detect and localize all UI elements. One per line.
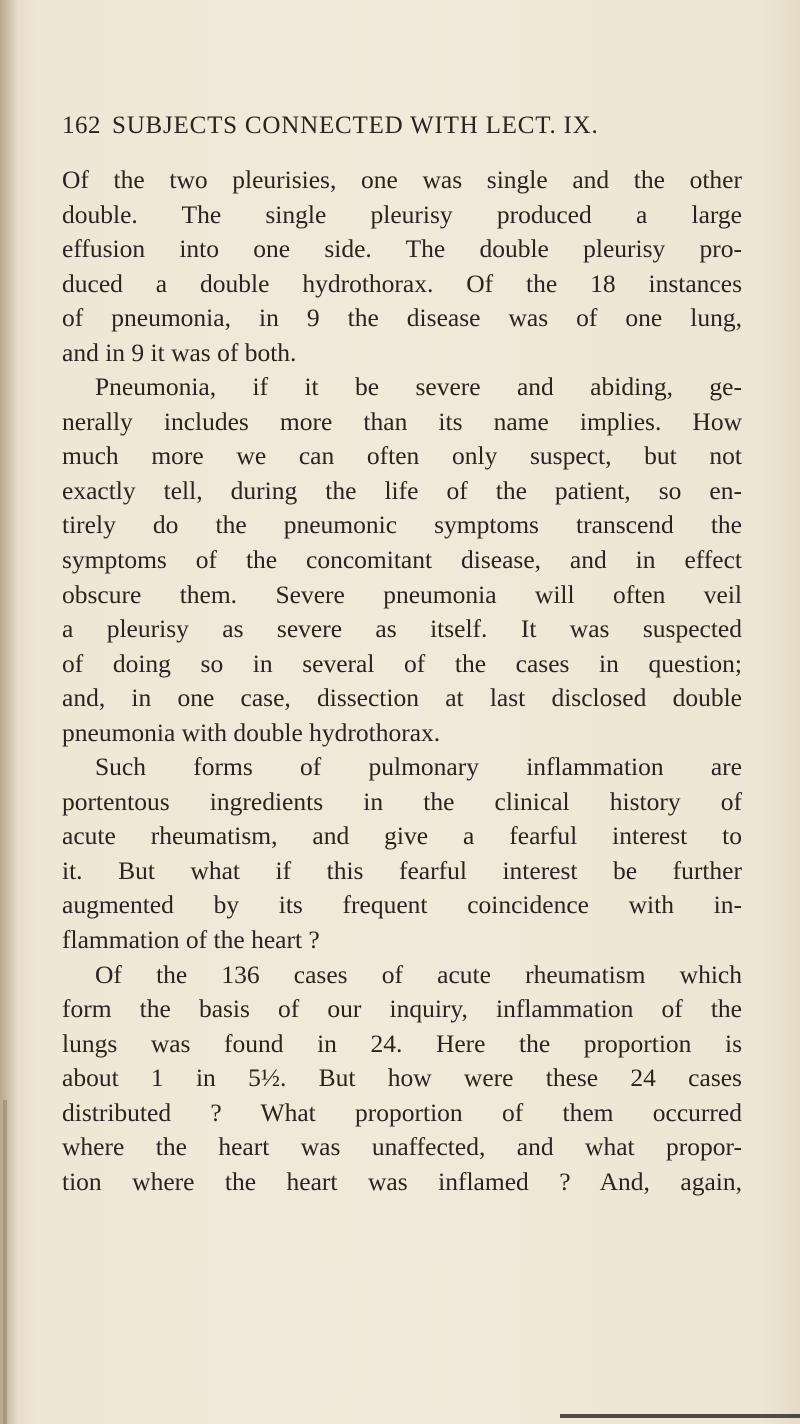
text-line: and, in one case, dissection at last disclosed double <box>62 683 742 713</box>
text-line: exactly tell, during the life of the patient, so en- <box>62 475 742 505</box>
body-text <box>62 163 742 1199</box>
text-line: a pleurisy as severe as itself. It was suspected <box>62 614 742 644</box>
text-line: and in 9 it was of both. <box>62 337 297 367</box>
text-line: where the heart was unaffected, and what propor- <box>62 1132 742 1162</box>
page-header <box>62 112 742 148</box>
text-line: lungs was found in 24. Here the proportion is <box>62 1028 742 1058</box>
text-line: flammation of the heart ? <box>62 925 320 955</box>
text-line: Of the two pleurisies, one was single and the other <box>62 165 742 194</box>
page-edge-rule <box>560 1414 800 1418</box>
text-line: pneumonia with double hydrothorax. <box>62 717 441 747</box>
text-line: form the basis of our inquiry, inflammation of the <box>62 994 742 1024</box>
text-line: of doing so in several of the cases in question; <box>62 648 742 678</box>
text-line: it. But what if this fearful interest be further <box>62 855 742 885</box>
text-line: tirely do the pneumonic symptoms transcend the <box>62 510 742 540</box>
text-line: duced a double hydrothorax. Of the 18 instances <box>62 268 742 298</box>
text-line: double. The single pleurisy produced a large <box>62 199 742 229</box>
text-line: much more we can often only suspect, but not <box>62 441 742 471</box>
text-line: nerally includes more than its name implies. How <box>62 406 742 436</box>
text-line: symptoms of the concomitant disease, and in effect <box>62 545 742 575</box>
text-line: tion where the heart was inflamed ? And, again, <box>62 1166 742 1196</box>
text-line: portentous ingredients in the clinical history of <box>62 786 742 816</box>
text-line: of pneumonia, in 9 the disease was of one lung, <box>62 303 742 333</box>
text-line: effusion into one side. The double pleurisy pro- <box>62 234 742 264</box>
running-title: SUBJECTS CONNECTED WITH LECT. IX. <box>112 112 599 139</box>
text-line: distributed ? What proportion of them occurred <box>62 1097 742 1127</box>
text-line: acute rheumatism, and give a fearful interest to <box>62 821 742 851</box>
text-line: obscure them. Severe pneumonia will often veil <box>62 579 742 609</box>
text-line: Of the 136 cases of acute rheumatism which <box>95 959 742 989</box>
text-line: Pneumonia, if it be severe and abiding, ge- <box>95 372 742 402</box>
page-number: 162 <box>62 112 101 139</box>
binding-edge <box>3 1100 7 1424</box>
text-line: Such forms of pulmonary inflammation are <box>95 752 742 782</box>
text-line: augmented by its frequent coincidence with in- <box>62 890 742 920</box>
text-line: about 1 in 5½. But how were these 24 cases <box>62 1063 742 1093</box>
